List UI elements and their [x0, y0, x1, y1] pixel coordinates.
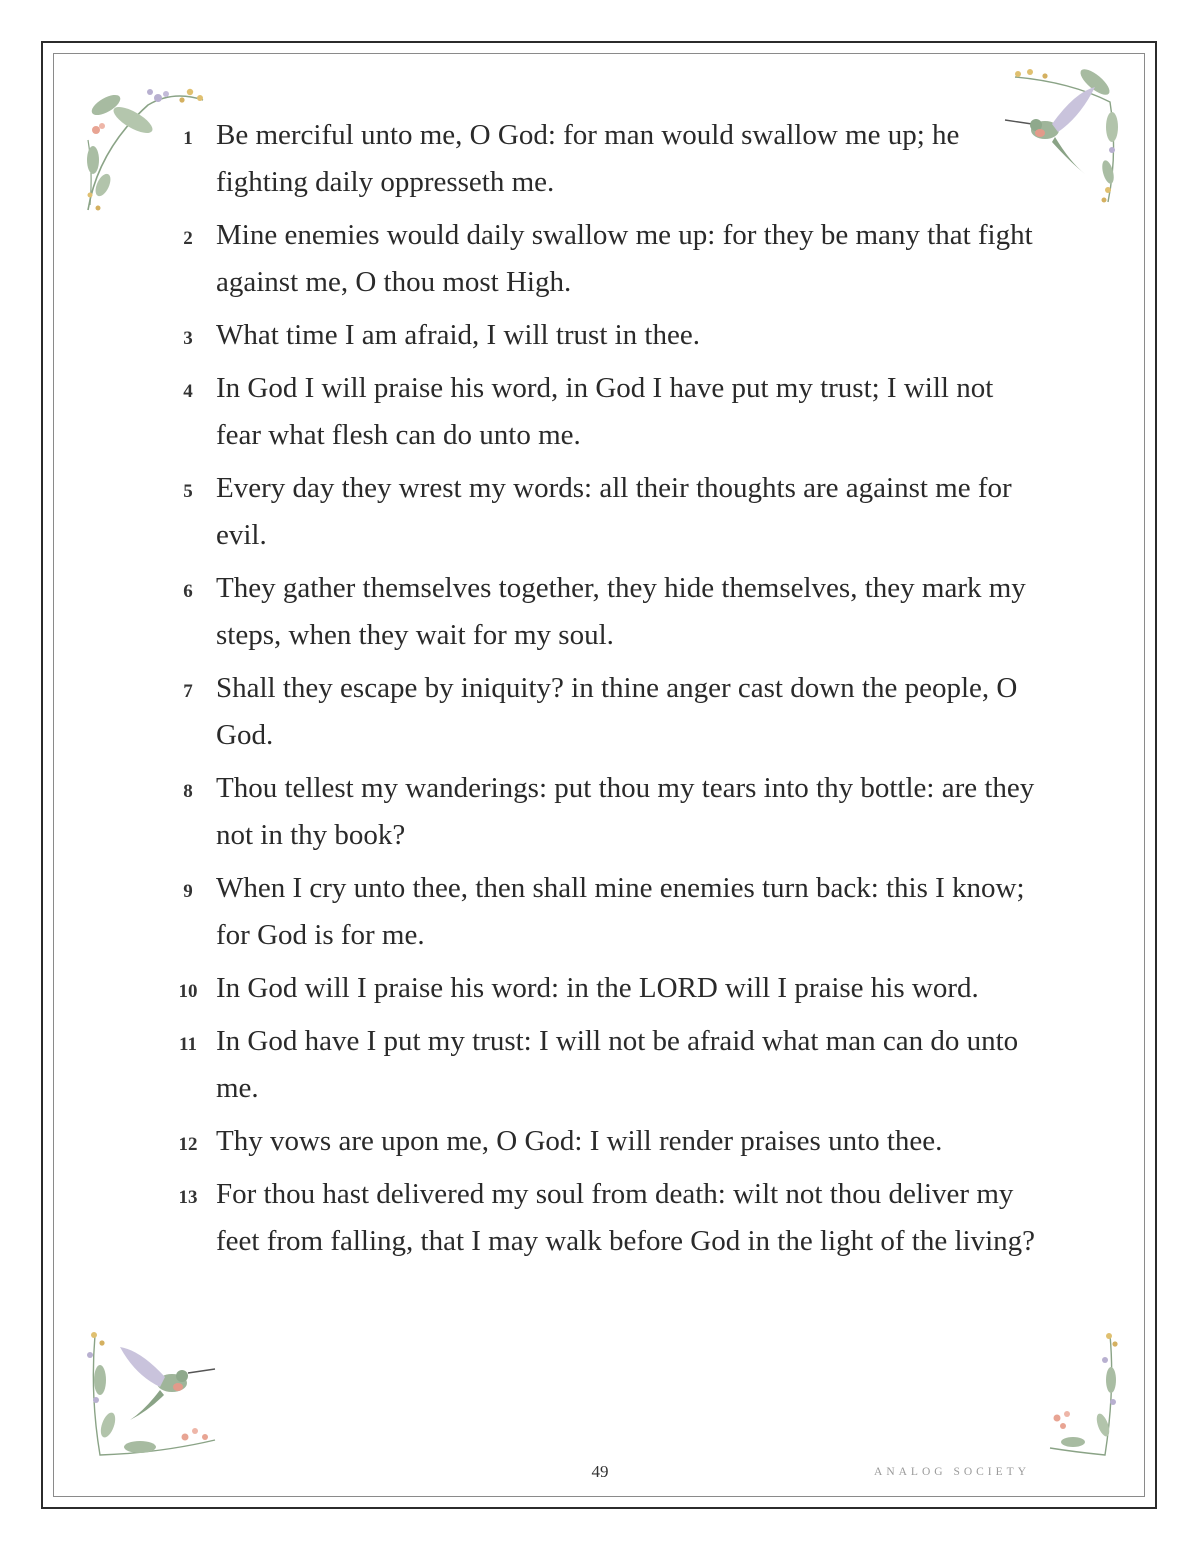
verse-item	[160, 1171, 1040, 1265]
hummingbird-floral-icon	[80, 1325, 225, 1460]
verse-item	[160, 965, 1040, 1012]
verse-text: They gather themselves together, they hide themselves, they mark my steps, when they wait for my soul.	[216, 572, 1026, 651]
verse-item	[160, 312, 1040, 359]
verse-number: 6	[183, 581, 193, 602]
page-number: 49	[591, 1462, 609, 1481]
verse-text: Be merciful unto me, O God: for man would swallow me up; he fighting daily oppresseth me.	[216, 119, 960, 198]
verse-number: 9	[183, 881, 193, 902]
verse-text: In God have I put my trust: I will not be afraid what man can do unto me.	[216, 1025, 1019, 1104]
verse-text: When I cry unto thee, then shall mine enemies turn back: this I know; for God is for me.	[216, 872, 1025, 951]
verse-item	[160, 765, 1040, 859]
verse-text: For thou hast delivered my soul from death: wilt not thou deliver my feet from falling, that I may walk before God in the light of the living?	[216, 1178, 1036, 1257]
verse-number: 1	[183, 128, 193, 149]
verse-item	[160, 665, 1040, 759]
verse-item	[160, 865, 1040, 959]
verse-list	[160, 112, 1040, 1271]
verse-number: 8	[183, 781, 193, 802]
verse-item	[160, 1018, 1040, 1112]
verse-item	[160, 365, 1040, 459]
verse-text: Mine enemies would daily swallow me up: for they be many that fight against me, O thou most High.	[216, 219, 1033, 298]
verse-number: 4	[183, 381, 193, 402]
brand-footer: ANALOG SOCIETY	[874, 1466, 1030, 1478]
verse-number: 12	[178, 1134, 198, 1155]
verse-text: Shall they escape by iniquity? in thine anger cast down the people, O God.	[216, 672, 1018, 751]
verse-item	[160, 565, 1040, 659]
verse-text: In God will I praise his word: in the LORD will I praise his word.	[216, 972, 979, 1004]
verse-text: Thy vows are upon me, O God: I will render praises unto thee.	[216, 1125, 943, 1157]
verse-item	[160, 465, 1040, 559]
verse-text: Thou tellest my wanderings: put thou my tears into thy bottle: are they not in thy book?	[216, 772, 1035, 851]
floral-corner-icon	[1045, 1330, 1125, 1460]
verse-number: 7	[183, 681, 193, 702]
verse-number: 13	[178, 1187, 198, 1208]
verse-number: 5	[183, 481, 193, 502]
verse-number: 3	[183, 328, 193, 349]
verse-text: Every day they wrest my words: all their thoughts are against me for evil.	[216, 472, 1012, 551]
verse-number: 11	[179, 1034, 197, 1055]
verse-number: 2	[183, 228, 193, 249]
verse-item	[160, 212, 1040, 306]
verse-number: 10	[178, 981, 198, 1002]
verse-item	[160, 112, 1040, 206]
verse-text: In God I will praise his word, in God I have put my trust; I will not fear what flesh can do unto me.	[216, 372, 994, 451]
verse-item	[160, 1118, 1040, 1165]
verse-text: What time I am afraid, I will trust in thee.	[216, 319, 700, 351]
